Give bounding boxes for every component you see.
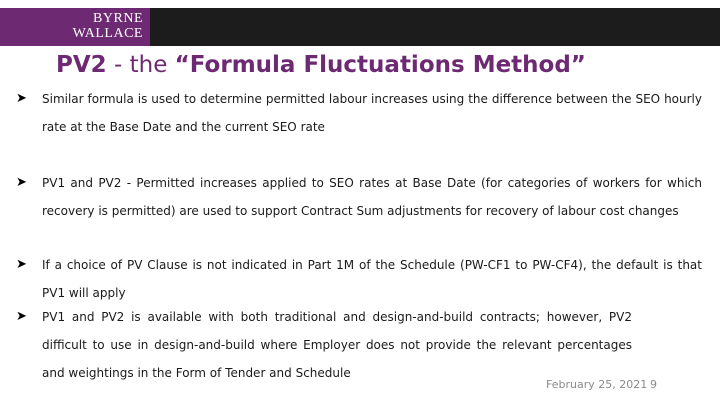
brand-logo (63, 11, 143, 41)
header-bar (150, 8, 720, 46)
bullet-text: PV1 and PV2 is available with both traditional and design-and-build contracts; however, PV2 difficult to use in design-and-build where Employer does not provide the relevant percentages and weightings in the Form of Tender and Schedule (42, 310, 632, 380)
header-band (0, 8, 720, 46)
arrow-bullet-icon: ➤ (16, 175, 27, 190)
page-number: 9 (650, 378, 657, 391)
title-part-a: PV2 (56, 52, 107, 78)
arrow-bullet-icon: ➤ (16, 309, 27, 324)
bullet-text: PV1 and PV2 - Permitted increases applied to SEO rates at Base Date (for categories of workers for which recovery is permitted) are used to support Contract Sum adjustments for recovery of labour cost changes (42, 176, 702, 218)
title-part-c: “Formula Fluctuations Method” (174, 52, 586, 78)
brand-line-1: BYRNE (93, 11, 143, 26)
footer-date: February 25, 2021 (546, 378, 648, 391)
arrow-bullet-icon: ➤ (16, 257, 27, 272)
arrow-bullet-icon: ➤ (16, 91, 27, 106)
bullet-text: If a choice of PV Clause is not indicated in Part 1M of the Schedule (PW-CF1 to PW-CF4), the default is that PV1 will apply (42, 258, 702, 300)
brand-line-2: WALLACE (72, 26, 143, 41)
slide-title (56, 52, 586, 78)
title-part-b: - the (106, 52, 175, 78)
bullet-text: Similar formula is used to determine permitted labour increases using the difference between the SEO hourly rate at the Base Date and the current SEO rate (42, 92, 702, 134)
